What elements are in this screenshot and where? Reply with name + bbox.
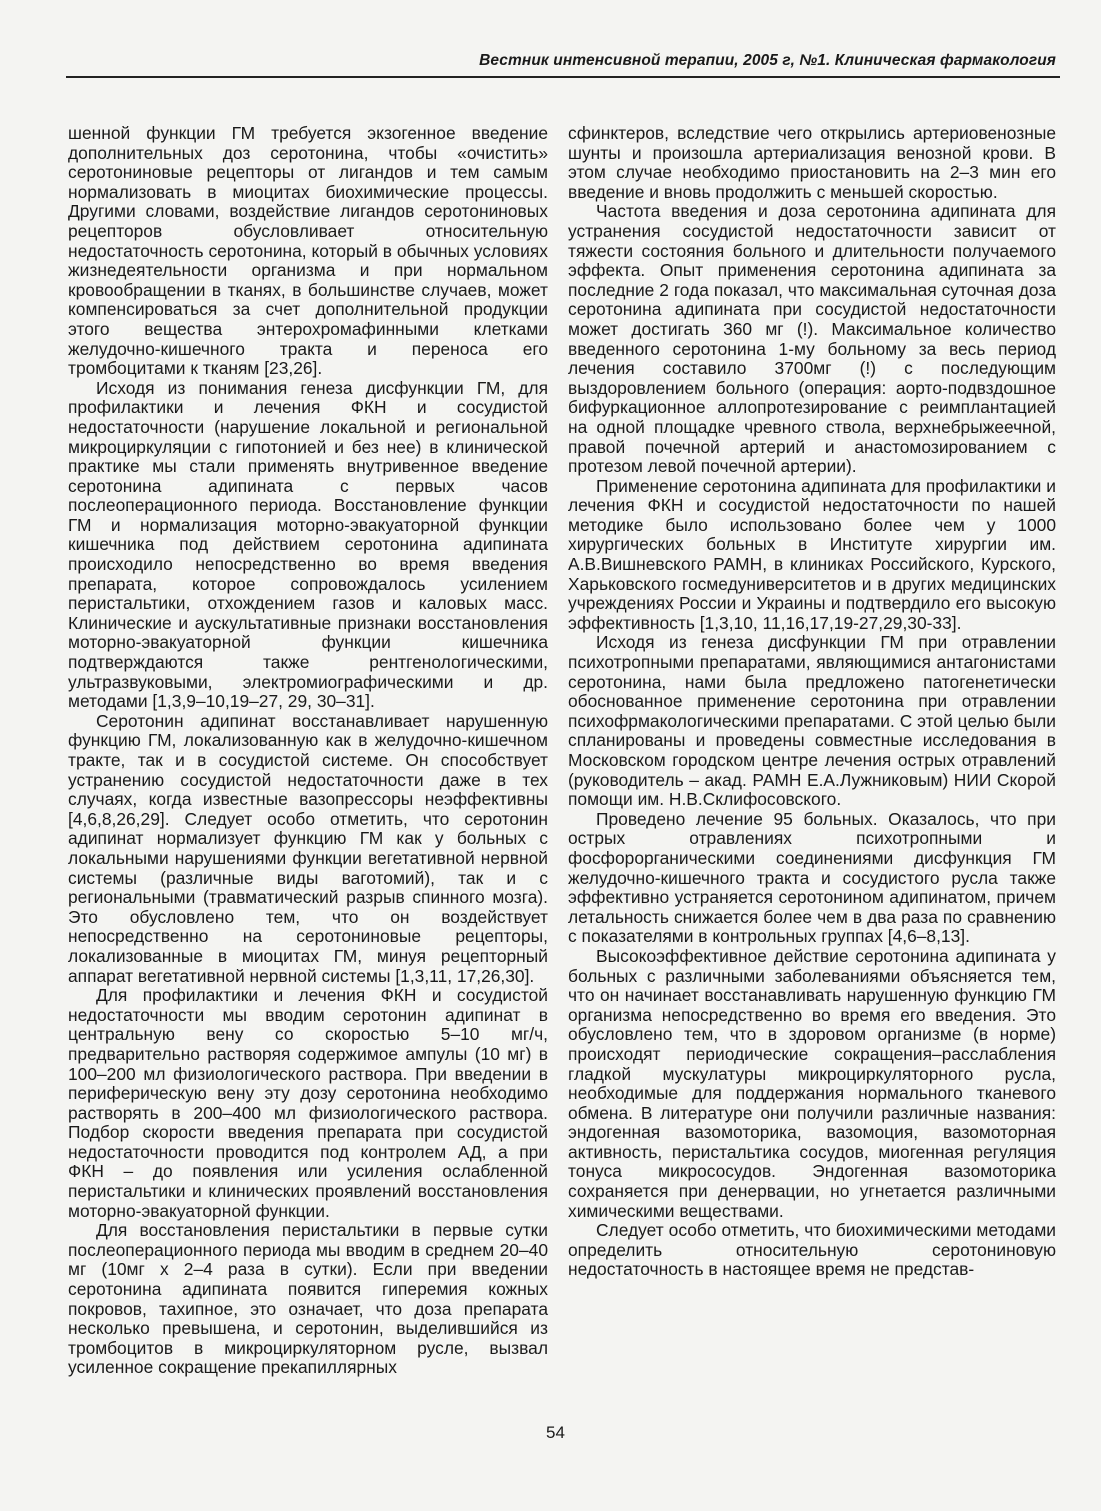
left-column <box>68 124 548 1378</box>
paragraph: Частота введения и доза серотонина адипината для устранения сосудистой недостаточности зависит от тяжести состояния больного и длительности получаемого эффекта. Опыт применения серотонина адипината за последние 2 года показал, что максимальная суточная доза серотонина адипината при сосудистой недостаточности может достигать 360 мг (!). Максимальное количество введенного серотонина 1-му больному за весь период лечения составило 3700мг (!) с последующим выздоровлением больного (операция: аорто-подвздошное бифуркационное аллопротезирование с реимплантацией на одной площадке чревного ствола, верхнебрыжеечной, правой почечной артерий и анастомозированием с протезом левой почечной артерии). <box>568 201 1056 477</box>
paragraph: Серотонин адипинат восстанавливает нарушенную функцию ГМ, локализованную как в желудочно-кишечном тракте, так и в сосудистой системе. Он способствует устранению сосудистой недостаточности даже в тех случаях, когда известные вазопрессоры неэффективны [4,6,8,26,29]. Следует особо отметить, что серотонин адипинат нормализует функцию ГМ как у больных с локальными нарушениями функции вегетативной нервной системы (различные виды ваготомий), так и с региональными (травматический разрыв спинного мозга). Это обусловлено тем, что он воздействует непосредственно на серотониновые рецепторы, локализованные в миоцитах ГМ, минуя рецепторный аппарат вегетативной нервной системы [1,3,11, 17,26,30]. <box>68 710 548 986</box>
paragraph: шенной функции ГМ требуется экзогенное введение дополнительных доз серотонина, чтобы «очистить» серотониновые рецепторы от лигандов и тем самым нормализовать в миоцитах биохимические процессы. Другими словами, воздействие лигандов серотониновых рецепторов обусловливает относительную недостаточность серотонина, который в обычных условиях жизнедеятельности организма и при нормальном кровообращении в тканях, в большинстве случаев, может компенсироваться за счет дополнительной продукции этого вещества энтерохромафинными клетками желудочно-кишечного тракта и переноса его тромбоцитами к тканям [23,26]. <box>68 123 548 379</box>
paragraph: Исходя из генеза дисфункции ГМ при отравлении психотропными препаратами, являющимися антагонистами серотонина, нами была предложено патогенетически обоснованное применение серотонина при отравлении психофрмакологическими препаратами. С этой целью были спланированы и проведены совместные исследования в Московском городском центре лечения острых отравлений (руководитель – акад. РАМН Е.А.Лужниковым) НИИ Скорой помощи им. Н.В.Склифосовского. <box>568 632 1056 810</box>
right-column <box>568 124 1056 1280</box>
paragraph: Следует особо отметить, что биохимическими методами определить относительную серотониновую недостаточность в настоящее время не представ- <box>568 1220 1056 1280</box>
header-rule <box>66 76 1060 78</box>
paragraph: Для профилактики и лечения ФКН и сосудистой недостаточности мы вводим серотонин адипинат в центральную вену со скоростью 5–10 мг/ч, предварительно растворяя содержимое ампулы (10 мг) в 100–200 мл физиологического раствора. При введении в периферическую вену эту дозу серотонина необходимо растворять в 200–400 мл физиологического раствора. Подбор скорости введения препарата при сосудистой недостаточности проводится под контролем АД, а при ФКН – до появления или усиления ослабленной перистальтики и клинических проявлений восстановления моторно-эвакуаторной функции. <box>68 985 548 1221</box>
paragraph: Применение серотонина адипината для профилактики и лечения ФКН и сосудистой недостаточности по нашей методике было использовано более чем у 1000 хирургических больных в Институте хирургии им. А.В.Вишневского РАМН, в клиниках Российского, Курского, Харьковского госмедуниверситетов и в других медицинских учреждениях России и Украины и подтвердило его высокую эффективность [1,3,10, 11,16,17,19-27,29,30-33]. <box>568 475 1056 633</box>
paragraph: Для восстановления перистальтики в первые сутки послеоперационного периода мы вводим в среднем 20–40 мг (10мг х 2–4 раза в сутки). Если при введении серотонина адипината появится гиперемия кожных покровов, тахипное, это означает, что доза препарата несколько превышена, и серотонин, выделившийся из тромбоцитов в микроциркуляторном русле, вызвал усиленное сокращение прекапиллярных <box>68 1220 548 1378</box>
page-number: 54 <box>546 1423 565 1442</box>
paragraph: Исходя из понимания генеза дисфункции ГМ, для профилактики и лечения ФКН и сосудистой недостаточности (нарушение локальной и региональной микроциркуляции с гипотонией и без нее) в клинической практике мы стали применять внутривенное введение серотонина адипината с первых часов послеоперационного периода. Восстановление функции ГМ и нормализация моторно-эвакуаторной функции кишечника под действием серотонина адипината происходило непосредственно во время введения препарата, которое сопровождалось усилением перистальтики, отхождением газов и каловых масс. Клинические и аускультативные признаки восстановления моторно-эвакуаторной функции кишечника подтверждаются также рентгенологическими, ультразвуковыми, электромиографическими и др. методами [1,3,9–10,19–27, 29, 30–31]. <box>68 377 548 712</box>
paragraph: Проведено лечение 95 больных. Оказалось, что при острых отравлениях психотропными и фосфорорганическими соединениями дисфункция ГМ желудочно-кишечного тракта и сосудистого русла также эффективно устраняется серотонином адипинатом, причем летальность снижается более чем в два раза по сравнению с показателями в контрольных группах [4,6–8,13]. <box>568 808 1056 947</box>
paragraph: Высокоэффективное действие серотонина адипината у больных с различными заболеваниями объясняется тем, что он начинает восстанавливать нарушенную функцию ГМ организма непосредственно во время его введения. Это обусловлено тем, что в здоровом организме (в норме) происходят периодические сокращения–расслабления гладкой мускулатуры микроциркуляторного русла, необходимые для поддержания нормального тканевого обмена. В литературе они получили различные названия: эндогенная вазомоторика, вазомоция, вазомоторная активность, перистальтика сосудов, миогенная регуляция тонуса микрососудов. Эндогенная вазомоторика сохраняется при денервации, но угнетается различными химическими веществами. <box>568 945 1056 1221</box>
journal-header: Вестник интенсивной терапии, 2005 г, №1. Клиническая фармакология <box>479 52 1056 69</box>
paragraph: сфинктеров, вследствие чего открылись артериовенозные шунты и произошла артериализация венозной крови. В этом случае необходимо приостановить на 2–3 мин его введение и вновь продолжить с меньшей скоростью. <box>568 123 1056 202</box>
